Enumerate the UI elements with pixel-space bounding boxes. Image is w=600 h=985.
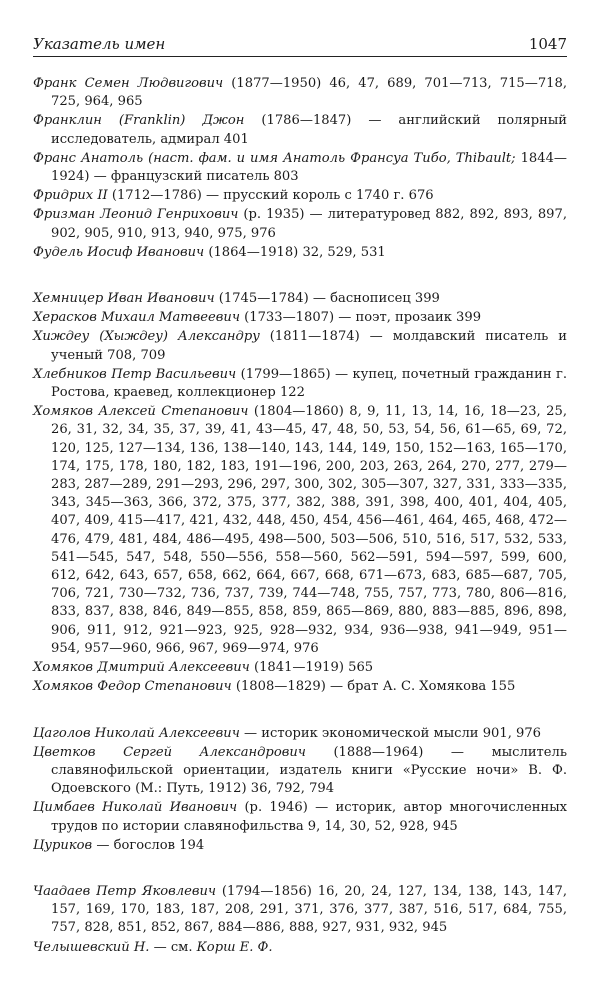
entry-name: Цветков Сергей Александрович <box>33 744 306 760</box>
entry-name: Чаадаев Петр Яковлевич <box>33 883 217 899</box>
index-content <box>33 75 567 985</box>
page-number: 1047 <box>528 35 567 53</box>
entry-name: Цуриков <box>33 837 93 853</box>
entry-name: Хемницер Иван Иванович <box>33 291 215 307</box>
entry-name: Цимбаев Николай Иванович <box>33 800 238 816</box>
header-title: Указатель имен <box>33 35 166 53</box>
entry-name: Франк Семен Людвигович <box>33 76 224 91</box>
index-section-ch <box>33 883 567 957</box>
entry-text: (1745—1784) — баснописец 399 <box>214 291 440 307</box>
entry-name: Франклин (Franklin) Джон <box>33 113 245 129</box>
running-header <box>33 34 567 57</box>
entry-text: — см. <box>149 939 197 955</box>
entry-text: (1841—1919) 565 <box>249 660 374 676</box>
index-entry <box>33 328 567 364</box>
index-entry <box>33 206 567 242</box>
index-entry <box>33 290 567 308</box>
entry-text: 1844—1924) — французский писатель 803 <box>51 150 567 185</box>
entry-text: (1799—1865) — купец, почетный гражданин г. Ростова, краевед, коллекционер 122 <box>51 366 567 401</box>
entry-name: Фризман Леонид Генрихович <box>33 207 239 223</box>
entry-text: (1794—1856) 16, 20, 24, 127, 134, 138, 143, 147, 157, 169, 170, 183, 187, 208, 291, 371, 376, 377, 387, 516, 517, 684, 755, 757, 828, 851, 852, 867, 884—886, 888, 927, 931, 932, 945 <box>51 883 567 936</box>
entry-text: (1733—1807) — поэт, прозаик 399 <box>240 310 482 326</box>
entry-name: Франс Анатоль (наст. фам. и имя Анатоль Франсуа Тибо, Thibault; <box>33 150 516 166</box>
entry-name: Цаголов Николай Алексеевич <box>33 725 240 741</box>
index-section-ts <box>33 725 567 855</box>
entry-name: Хомяков Дмитрий Алексеевич <box>33 660 250 676</box>
entry-text: (1808—1829) — брат А. С. Хомякова 155 <box>231 679 516 695</box>
entry-name: Хомяков Федор Степанович <box>33 679 232 695</box>
entry-text: (1804—1860) 8, 9, 11, 13, 14, 16, 18—23, 25, 26, 31, 32, 34, 35, 37, 39, 41, 43—45, 47, 48, 50, 53, 54, 56, 61—65, 69, 72, 120, 125, 127—134, 136, 138—140, 143, 144, 149, 150, 152—163, 165—170, 174, 175, 178, 180, 182, 183, 191—196, 200, 203, 263, 264, 270, 277, 279—283, 287—289, 291—293, 296, 297, 300, 302, 305—307, 327, 331, 333—335, 343, 345—363, 366, 372, 375, 377, 382, 388, 391, 398, 400, 401, 404, 405, 407, 409, 415—417, 421, 432, 448, 450, 454, 456—461, 464, 465, 468, 472—476, 479, 481, 484, 486—495, 498—500, 503—506, 510, 516, 517, 532, 533, 541—545, 547, 548, 550—556, 558—560, 562—591, 594—597, 599, 600, 612, 642, 643, 657, 658, 662, 664, 667, 668, 671—673, 683, 685—687, 705, 706, 721, 730—732, 736, 737, 739, 744—748, 755, 757, 773, 780, 806—816, 833, 837, 838, 846, 849—855, 858, 859, 865—869, 880, 883—885, 896, 898, 906, 911, 912, 921—923, 925, 928—932, 934, 936—938, 941—949, 951—954, 957—960, 966, 967, 969—974, 976 <box>51 404 567 656</box>
entry-name: Челышевский Н. <box>33 939 150 955</box>
entry-text: (р. 1946) — историк, автор многочисленных трудов по истории славянофильства 9, 14, 30, 52, 928, 945 <box>51 800 568 834</box>
index-entry <box>33 725 567 743</box>
entry-cross-reference: Корш Е. Ф. <box>196 939 273 955</box>
index-entry <box>33 939 567 957</box>
entry-text: (1864—1918) 32, 529, 531 <box>204 244 386 260</box>
index-entry <box>33 366 567 402</box>
entry-text: (1877—1950) 46, 47, 689, 701—713, 715—718, 725, 964, 965 <box>51 76 568 110</box>
index-entry <box>33 150 567 186</box>
index-entry <box>33 244 567 262</box>
entry-name: Хиждеу (Хыждеу) Александру <box>33 329 260 345</box>
entry-text: — богослов 194 <box>92 837 205 853</box>
index-entry <box>33 837 567 855</box>
entry-name: Фудель Иосиф Иванович <box>33 244 205 260</box>
index-entry <box>33 187 567 205</box>
entry-text: (1786—1847) — английский полярный исследователь, адмирал 401 <box>51 113 567 147</box>
index-entry <box>33 744 567 799</box>
index-entry <box>33 678 567 696</box>
entry-name: Хомяков Алексей Степанович <box>33 404 249 420</box>
entry-text: (1811—1874) — молдавский писатель и ученый 708, 709 <box>51 329 567 363</box>
entry-name: Херасков Михаил Матвеевич <box>33 310 240 326</box>
index-entry <box>33 309 567 327</box>
index-section-kh <box>33 290 567 696</box>
index-entry <box>33 112 567 148</box>
index-entry <box>33 403 567 658</box>
entry-text: (р. 1935) — литературовед 882, 892, 893, 897, 902, 905, 910, 913, 940, 975, 976 <box>51 207 567 241</box>
entry-text: (1888—1964) — мыслитель славянофильской ориентации, издатель книги «Русские ночи» В. Ф. Одоевского (М.: Путь, 1912) 36, 792, 794 <box>51 744 567 797</box>
index-entry <box>33 883 567 938</box>
index-entry <box>33 799 567 835</box>
entry-text: (1712—1786) — прусский король с 1740 г. 676 <box>107 188 434 204</box>
index-entry <box>33 75 567 111</box>
entry-name: Фридрих II <box>33 188 108 204</box>
entry-text: — историк экономической мысли 901, 976 <box>239 725 542 741</box>
index-section-f <box>33 75 567 262</box>
index-entry <box>33 659 567 677</box>
entry-name: Хлебников Петр Васильевич <box>33 366 237 382</box>
